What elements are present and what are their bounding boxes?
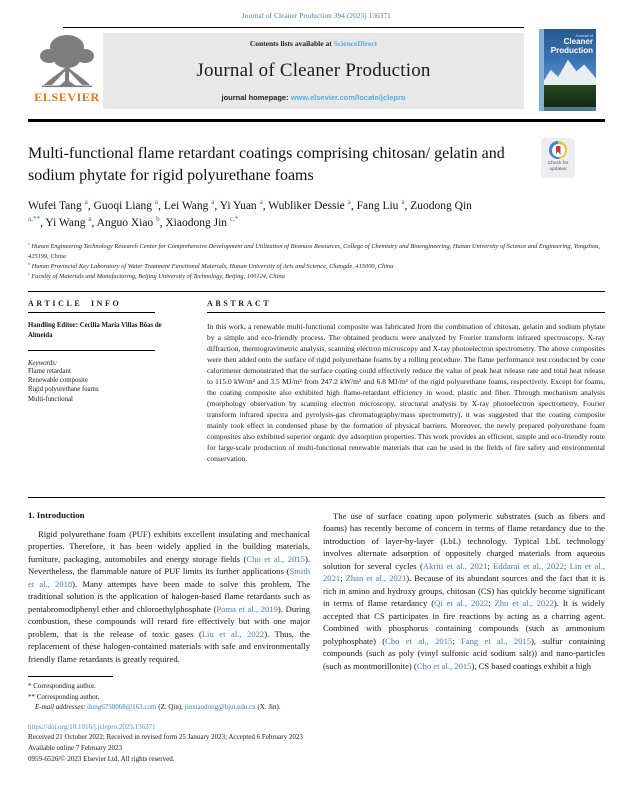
text-link[interactable]: Smith et al., 2018	[28, 566, 310, 589]
text-segment: , Zuodong Qin	[404, 199, 472, 212]
text-segment: ). Because of its abundant sources and the fact that it is rich in amino and hydroxy groups, chitosan (CS) has quickly become significant in terms of flame retardancy (	[323, 573, 605, 609]
text-link[interactable]: Cho et al., 2015	[416, 660, 472, 671]
footnotes	[28, 676, 310, 713]
keyword-item: Multi-functional	[28, 395, 73, 403]
homepage-prefix: journal homepage:	[221, 93, 291, 102]
text-segment: ). Thus, the replacement of these halogen-contained materials with safe and environmentally friendly flame retardants is greatly required.	[28, 628, 310, 664]
text-link[interactable]: Cho et al., 2015	[246, 553, 305, 564]
affiliation-ref: a	[211, 197, 215, 206]
text-segment: The use of surface coating upon polymeric substrates (such as fibers and foams) has recently become of concern in terms of flame retardancy due to the introduction of layer-by-layer (LbL) technology. Typical LbL technology involves alternate adsorption of oppositely charged materials from aqueous solution for several cycles (	[323, 510, 605, 571]
affiliation-ref: a	[84, 197, 88, 206]
author-list	[28, 197, 480, 233]
affiliation-c: $^c$ Faculty of Materials and Manufacturing, Beijing University of Technology, Beijing, 100124, China	[28, 271, 285, 281]
available-online: Available online 7 February 2023	[28, 744, 122, 753]
footnote-corresponding-2: ** Corresponding author.	[28, 692, 100, 701]
text-segment: ), CS based coatings exhibit a high	[471, 660, 592, 671]
cover-title: Cleaner Production	[550, 37, 593, 55]
homepage-line	[222, 93, 406, 102]
footnote-emails	[28, 702, 310, 713]
check-updates-icon	[549, 141, 567, 159]
article-info-column	[28, 299, 178, 497]
affiliation-b: $^b$ Hunan Provincial Key Laboratory of Water Treatment Functional Materials, Hunan University of Arts and Science, Changde, 415000, China	[28, 260, 394, 270]
bookmark-icon	[556, 146, 561, 155]
elsevier-tree-icon	[31, 31, 103, 89]
affiliation-ref: a	[88, 215, 92, 224]
text-segment: E-mail addresses:	[35, 703, 88, 712]
text-link[interactable]: Akriti et al., 2021	[422, 560, 488, 571]
cover-journal-of: Journal of	[575, 33, 593, 38]
journal-citation: Journal of Cleaner Production 394 (2023) 136371	[242, 12, 391, 20]
copyright-line: 0959-6526/© 2023 Elsevier Ltd. All rights reserved.	[28, 755, 175, 764]
text-segment: ;	[340, 573, 346, 584]
abstract-heading: ABSTRACT	[207, 298, 272, 308]
text-link[interactable]: Cho et al., 2015	[385, 635, 453, 646]
abstract-text: In this work, a renewable multi-functional composite was fabricated from the combination of chitosan, gelatin and sodium phytate by a simple and eco-friendly process. The obtained products were analyzed by Fourier transform infrared spectroscopy, X-ray diffraction, thermogravimetric analysis, scanning electron microscopy and X-ray photoelectron spectrometry. The above composites were then added onto the surface of rigid polyurethane foams by a rolling procedure. The flame performance test conducted by cone calorimeter demonstrated that the surface coating could effectively reduce the value of peak heat release rate and total heat release to 115.0 kW/m² and 3.5 MJ/m² from 247.2 kW/m² and 6.8 MJ/m² of the rigid polyurethane foams, respectively. Except for foams, the coating composite also exhibited high flame-retardant efficiency in wood, plastic and fiber. Through mechanism analysis (morphology observation by scanning electron microscopy, structural analysis by X-ray photoelectron spectrometry, Fourier transform infrared spectra and pyrolysis-gas chromatography/mass spectrometry), it was suggested that the coating composite mainly took effect in condensed phase by the formation of physical barriers. Moreover, the newly prepared polyurethane foam composites also exhibited superior organic dye adsorption properties. This work provides an efficient, simple and eco-friendly route for large-scale production of multi-functional renewable materials that can be used in the fields of fire safety and environmental conservation.	[207, 321, 605, 463]
text-segment: ). Many attempts have been made to solve this problem. The traditional solution is the application of halogen-based flame retardants such as pentabromodiphenyl ether and chloroethylphosphate (	[28, 578, 311, 614]
check-updates-label: Check for updates	[547, 161, 569, 172]
keyword-item: Renewable composite	[28, 377, 88, 385]
journal-title: Journal of Cleaner Production	[196, 59, 431, 81]
text-segment: , Wubliker Dessie	[262, 199, 348, 212]
affiliation-ref: a	[154, 197, 159, 206]
text-segment: Rigid polyurethane foam (PUF) exhibits excellent insulating and mechanical properties. Therefore, it has been widely applied in the building materials, furniture, packaging, automobiles and energy storage fields (	[28, 528, 310, 564]
keyword-item: Rigid polyurethane foams	[28, 386, 99, 394]
text-segment: ). During combustion, these compounds will retard fire effectively but with one major problem, that is the release of toxic gases (	[28, 603, 310, 639]
text-link[interactable]: Lin et al., 2021	[323, 560, 605, 584]
text-segment: ;	[452, 635, 462, 646]
doi-link[interactable]: https://doi.org/10.1016/j.jclepro.2023.136371	[28, 722, 156, 731]
affiliation-ref: c,*	[229, 215, 239, 224]
keywords-label: Keywords:	[28, 360, 58, 368]
text-segment: ;	[487, 560, 494, 571]
text-link[interactable]: Fang et al., 2015	[461, 635, 532, 646]
text-link[interactable]: Zhan et al., 2021	[345, 573, 407, 584]
text-link[interactable]: Poma et al., 2019	[216, 603, 278, 614]
text-segment: , Yi Yuan	[214, 199, 260, 212]
page-footer	[28, 722, 605, 765]
handling-editor: Handling Editor: Cecilia Maria Villas Bôas de Almeida	[28, 321, 162, 339]
text-segment: , Yi Wang	[40, 217, 89, 230]
header-top-rule	[63, 27, 524, 28]
body-left-column	[28, 510, 310, 713]
text-link[interactable]: Eddarai et al., 2022	[493, 560, 564, 571]
affiliation-ref: b	[156, 215, 160, 224]
text-segment: ), sulfur containing compounds (such as poly (vinyl sulfonic acid sodium salt)) and nano-particles (such as montmorillonite) (	[323, 635, 605, 671]
sciencedirect-link[interactable]: ScienceDirect	[333, 39, 378, 48]
text-segment: , Fang Liu	[350, 199, 402, 212]
text-segment: , Guoqi Liang	[87, 199, 155, 212]
introduction-paragraph-left	[28, 528, 310, 666]
introduction-paragraph-right	[323, 510, 605, 673]
text-segment: ;	[563, 560, 570, 571]
text-segment: ). It is widely accepted that CS participates in fire reactions by acting as a charring agent. Combined with phosphorus containing compounds (such as ammonium polyphosphate) (	[323, 598, 605, 646]
journal-masthead	[103, 33, 524, 109]
text-segment: (X. Jin).	[255, 703, 281, 712]
affiliation-a: $^a$ Hunan Engineering Technology Research Center for Comprehensive Development and Utilization of Biomass Resources, College of Chemistry and Bioengineering, Hunan University of Science and Engineering, Yongzhou, 425199, China	[28, 241, 600, 260]
abstract-rule	[207, 312, 605, 313]
cover-lake-art	[539, 107, 596, 111]
text-link[interactable]: dong6758068@163.com	[87, 703, 157, 712]
keywords-divider	[28, 350, 155, 351]
text-segment: ;	[488, 598, 495, 609]
affiliation-ref: a	[401, 197, 405, 206]
article-info-heading: ARTICLE INFO	[28, 298, 122, 308]
elsevier-wordmark: ELSEVIER	[34, 90, 100, 104]
article-info-rule	[28, 312, 155, 313]
received-dates: Received 21 October 2022; Received in revised form 25 January 2023; Accepted 6 February 2023	[28, 733, 303, 742]
journal-header-band	[28, 27, 605, 119]
section-heading-introduction: 1. Introduction	[28, 509, 85, 520]
header-bottom-rule	[28, 119, 605, 122]
text-link[interactable]: Zhu et al., 2022	[494, 598, 554, 609]
footnote-corresponding-1: * Corresponding author.	[28, 682, 96, 691]
contents-line	[250, 39, 377, 48]
cover-forest-art	[539, 85, 596, 107]
cover-side-stripe	[539, 29, 544, 111]
text-link[interactable]: Qi et al., 2022	[434, 598, 489, 609]
text-link[interactable]: Liu et al., 2022	[201, 628, 265, 639]
affiliation-ref: a,**	[28, 215, 41, 224]
text-segment: (Z. Qin),	[156, 703, 185, 712]
footnote-rule	[28, 676, 113, 677]
contents-prefix: Contents lists available at	[249, 39, 334, 48]
affiliations	[28, 241, 605, 282]
text-segment: , Anguo Xiao	[91, 217, 157, 230]
affiliation-ref: a	[259, 197, 263, 206]
text-link[interactable]: jinxiaodong@bjut.edu.cn	[184, 703, 256, 712]
text-segment: Wufei Tang	[28, 199, 85, 212]
check-updates-badge[interactable]	[541, 138, 575, 178]
journal-cover-thumbnail[interactable]	[539, 29, 596, 111]
affiliations-divider	[28, 291, 605, 292]
article-title: Multi-functional flame retardant coatings comprising chitosan/ gelatin and sodium phytate for rigid polyurethane foams	[28, 145, 505, 184]
abstract-column	[207, 299, 605, 497]
affiliation-ref: a	[347, 197, 351, 206]
homepage-link[interactable]: www.elsevier.com/locate/jclepro	[290, 93, 406, 102]
text-segment: , Xiaodong Jin	[159, 217, 230, 230]
keyword-item: Flame retardant	[28, 368, 71, 376]
abstract-bottom-divider	[28, 497, 605, 498]
text-segment: , Lei Wang	[158, 199, 212, 212]
body-right-column	[323, 510, 605, 713]
elsevier-logo[interactable]	[31, 31, 103, 115]
text-segment: ). Nevertheless, the flammable nature of PUF limits its further applications (	[28, 553, 310, 577]
